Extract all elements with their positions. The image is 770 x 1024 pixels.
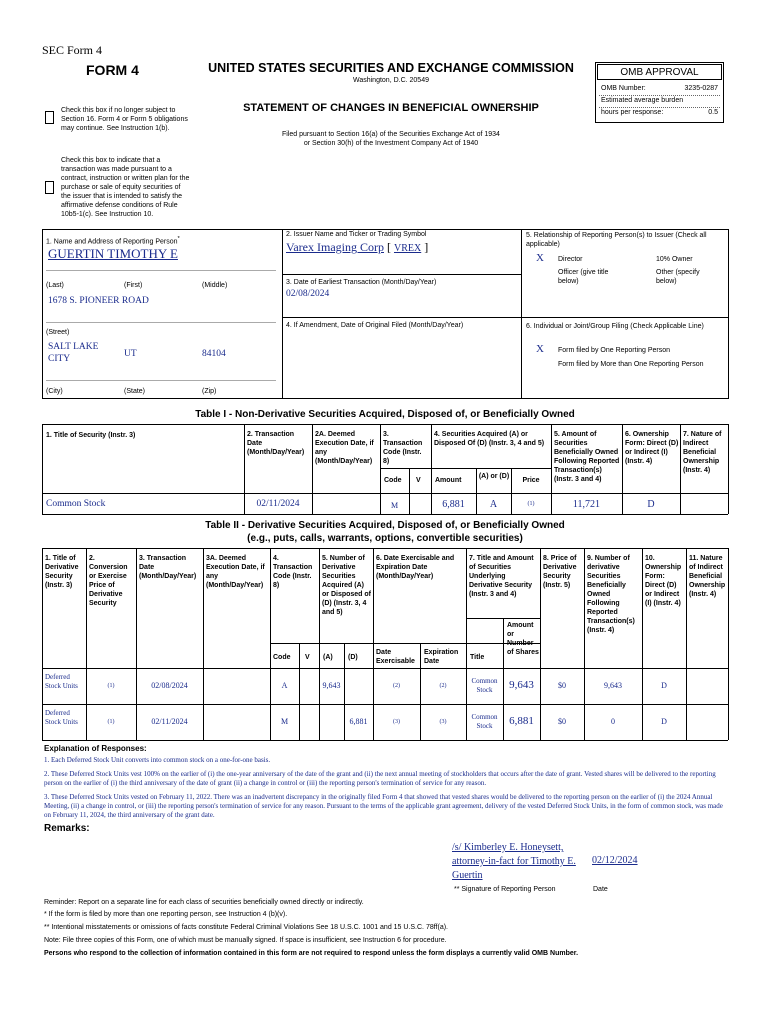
- t2-r2-title: Deferred Stock Units: [45, 709, 78, 726]
- officer-label: Officer (give title below): [558, 269, 609, 285]
- state-value: UT: [124, 349, 137, 359]
- earliest-date-value: 02/08/2024: [286, 289, 330, 299]
- t2-v: V: [305, 654, 310, 661]
- t1-h5: 5. Amount of Securities Beneficially Owned Following Reported Transaction(s) (Instr. 3 and 4): [554, 431, 620, 483]
- zip-label: (Zip): [202, 388, 217, 395]
- t2-h11: 11. Nature of Indirect Beneficial Ownership (Instr. 4): [689, 555, 726, 598]
- t2-r1-price: $0: [558, 681, 566, 690]
- explanation-1: 1. Each Deferred Stock Unit converts into common stock on a one-for-one basis.: [44, 756, 271, 764]
- director-mark: X: [536, 252, 544, 264]
- issuer-label: 2. Issuer Name and Ticker or Trading Symbol: [286, 231, 427, 238]
- filed-pursuant-1: Filed pursuant to Section 16(a) of the Securities Exchange Act of 1934: [282, 131, 500, 138]
- omb-hours-label: hours per response:: [601, 109, 664, 116]
- issuer-ticker[interactable]: VREX: [393, 243, 422, 254]
- t2-r1-underlying-title: Common Stock: [471, 677, 498, 694]
- other-label: Other (specify below): [656, 269, 700, 285]
- explanation-3: 3. These Deferred Stock Units vested on February 11, 2022. There was an inadvertent discrepancy in the originally filed Form 4 that showed that vested shares would be delivered to the reporting person on the earlier of (i) the 2024 Annual Meeting, (ii) a change in control, or (iii) the reporting person's termination of service for any reason. Pursuant to the terms of the applicable grant agreement, delivery of the vested Deferred Stock Units, in the form of common stock, was made on February 11, 2024, the third anniversary of the grant date.: [44, 793, 723, 819]
- t2-h9: 9. Number of derivative Securities Beneficially Owned Following Reported Transaction(s) (Instr. 4): [587, 555, 635, 634]
- table2-subtitle: (e.g., puts, calls, warrants, options, convertible securities): [247, 533, 523, 544]
- commission-location: Washington, D.C. 20549: [352, 77, 429, 84]
- reporting-person-label: 1. Name and Address of Reporting Person*: [46, 236, 180, 246]
- last-name-label: (Last): [46, 282, 64, 289]
- table1-title: Table I - Non-Derivative Securities Acquired, Disposed of, or Beneficially Owned: [195, 409, 575, 420]
- t1-h4: 4. Securities Acquired (A) or Disposed Of (D) (Instr. 3, 4 and 5): [434, 431, 545, 447]
- t1-row-price: (1): [527, 501, 535, 507]
- t2-expiration-date: Expiration Date: [424, 649, 459, 665]
- signature[interactable]: /s/ Kimberley E. Honeysett, attorney-in-fact for Timothy E. Guertin: [452, 842, 576, 881]
- t1-v: V: [416, 477, 421, 484]
- filed-pursuant-2: or Section 30(h) of the Investment Company Act of 1940: [303, 140, 479, 147]
- omb-hours-value: 0.5: [708, 109, 718, 116]
- t2-h3a: 3A. Deemed Execution Date, if any (Month/Day/Year): [206, 555, 265, 589]
- state-label: (State): [124, 388, 146, 395]
- street-value: 1678 S. PIONEER ROAD: [48, 296, 149, 306]
- city-value: SALT LAKE CITY: [48, 342, 99, 364]
- t1-aord: (A) or (D): [478, 473, 510, 480]
- t2-date-exercisable: Date Exercisable: [376, 649, 415, 665]
- t2-code: Code: [273, 654, 291, 661]
- t1-row-code: M: [390, 501, 399, 510]
- t1-code: Code: [384, 477, 402, 484]
- director-label: Director: [558, 256, 583, 263]
- amendment-label: 4. If Amendment, Date of Original Filed (Month/Day/Year): [286, 322, 464, 329]
- t2-r1-date: 02/08/2024: [151, 681, 188, 690]
- commission-title: UNITED STATES SECURITIES AND EXCHANGE COMMISSION: [208, 61, 574, 75]
- explanation-2: 2. These Deferred Stock Units vest 100% on the earlier of (i) the one-year anniversary of the date of the grant and (ii) the next annual meeting of stockholders that occurs after the date of grant. Vested shares will be delivered to the reporting person on the earlier of (i) the third anniversary of the date of grant (ii) a change in control or (iii) the reporting person's termination of service for any reason.: [44, 770, 716, 787]
- t2-r1-exercisable: (2): [393, 683, 400, 689]
- date-label: Date: [593, 886, 608, 893]
- t2-r1-conv: (1): [107, 683, 115, 689]
- t1-h3: 3. Transaction Code (Instr. 8): [383, 431, 423, 465]
- footer-note3: Note: File three copies of this Form, one of which must be manually signed. If space is insufficient, see Instruction 6 for procedure.: [44, 937, 447, 944]
- zip-value: 84104: [202, 349, 226, 359]
- omb-number-label: OMB Number:: [601, 85, 646, 92]
- sec-form-label: SEC Form 4: [42, 43, 103, 57]
- table2-title: Table II - Derivative Securities Acquired, Disposed of, or Beneficially Owned: [205, 520, 565, 531]
- t2-r1-title: Deferred Stock Units: [45, 673, 78, 690]
- t2-r2-form: D: [661, 717, 667, 726]
- t2-r2-price: $0: [558, 717, 566, 726]
- explanation-title: Explanation of Responses:: [44, 744, 147, 753]
- t2-r2-owned: 0: [611, 717, 615, 726]
- t2-d: (D): [348, 654, 358, 661]
- t2-amount-shares: Amount or Number of Shares: [507, 622, 539, 656]
- t2-h7: 7. Title and Amount of Securities Underlying Derivative Security (Instr. 3 and 4): [469, 555, 534, 598]
- t2-h5: 5. Number of Derivative Securities Acquired (A) or Disposed of (D) (Instr. 3, 4 and 5): [322, 555, 372, 616]
- t1-row-amount: 6,881: [442, 499, 465, 510]
- section16-text: Check this box if no longer subject to Section 16. Form 4 or Form 5 obligations may continue. See Instruction 1(b).: [61, 107, 188, 132]
- t2-title: Title: [470, 654, 485, 661]
- form-title: FORM 4: [86, 62, 139, 78]
- statement-title: STATEMENT OF CHANGES IN BENEFICIAL OWNERSHIP: [243, 102, 539, 114]
- footer-persons: Persons who respond to the collection of information contained in this form are not required to respond unless the form displays a currently valid OMB Number.: [44, 950, 579, 957]
- ten-percent-owner-label: 10% Owner: [656, 256, 693, 263]
- t2-r1-expiration: (2): [439, 683, 447, 689]
- t2-r2-d: 6,881: [349, 717, 368, 726]
- section16-checkbox[interactable]: [45, 111, 54, 124]
- t2-h4: 4. Transaction Code (Instr. 8): [273, 555, 313, 589]
- filing-label: 6. Individual or Joint/Group Filing (Check Applicable Line): [526, 323, 704, 330]
- t2-r1-code: A: [281, 681, 288, 690]
- t2-r1-owned: 9,643: [604, 681, 622, 690]
- city-label: (City): [46, 388, 63, 395]
- footer-note2: ** Intentional misstatements or omissions of facts constitute Federal Criminal Violations See 18 U.S.C. 1001 and 15 U.S.C. 78ff(a).: [44, 924, 448, 931]
- t2-r1-form: D: [661, 681, 667, 690]
- t1-row-date: 02/11/2024: [256, 499, 300, 509]
- issuer-name-line: Varex Imaging Corp [ VREX ]: [286, 240, 429, 254]
- t2-r2-conv: (1): [107, 719, 115, 725]
- t1-h7: 7. Nature of Indirect Beneficial Ownership (Instr. 4): [683, 431, 722, 474]
- t2-h2: 2. Conversion or Exercise Price of Derivative Security: [89, 555, 128, 607]
- more-person-label: Form filed by More than One Reporting Person: [558, 361, 704, 368]
- t2-r2-code: M: [280, 717, 289, 726]
- t2-r1-underlying-amount: 9,643: [509, 679, 534, 691]
- earliest-date-label: 3. Date of Earliest Transaction (Month/Day/Year): [286, 279, 437, 286]
- omb-title: OMB APPROVAL: [620, 67, 699, 78]
- t2-r2-underlying-title: Common Stock: [471, 713, 498, 730]
- first-name-label: (First): [124, 282, 143, 289]
- rule10b5-text: Check this box to indicate that a transaction was made pursuant to a contract, instruction or written plan for the purchase or sale of equity securities of the issuer that is intended to satisfy the affirmative defense conditions of Rule 10b5-1(c). See Instruction 10.: [61, 157, 190, 218]
- relationship-label: 5. Relationship of Reporting Person(s) to Issuer (Check all applicable): [526, 232, 707, 248]
- t1-h2: 2. Transaction Date (Month/Day/Year): [247, 431, 305, 456]
- issuer-name[interactable]: Varex Imaging Corp: [286, 240, 384, 254]
- t2-a: (A): [323, 654, 333, 661]
- signature-date: 02/12/2024: [592, 855, 638, 866]
- middle-name-label: (Middle): [202, 282, 228, 289]
- rule10b5-checkbox[interactable]: [45, 181, 54, 194]
- t2-h8: 8. Price of Derivative Security (Instr. 5): [543, 555, 577, 589]
- omb-burden-label: Estimated average burden: [601, 97, 684, 104]
- reporting-person-name[interactable]: GUERTIN TIMOTHY E: [48, 246, 178, 261]
- t1-row-owned: 11,721: [572, 499, 601, 510]
- t2-r1-a: 9,643: [322, 681, 341, 690]
- t1-row-title: Common Stock: [46, 499, 106, 509]
- street-label: (Street): [46, 329, 70, 336]
- t1-price: Price: [522, 477, 540, 484]
- t2-r2-expiration: (3): [439, 719, 447, 725]
- signature-label: ** Signature of Reporting Person: [454, 886, 556, 893]
- footer-note1: * If the form is filed by more than one reporting person, see Instruction 4 (b)(v).: [44, 911, 288, 918]
- t1-h1: 1. Title of Security (Instr. 3): [46, 432, 136, 439]
- t2-r2-exercisable: (3): [393, 719, 400, 725]
- one-person-label: Form filed by One Reporting Person: [558, 347, 671, 354]
- t1-row-form: D: [647, 499, 655, 510]
- t2-h10: 10. Ownership Form: Direct (D) or Indirect (I) (Instr. 4): [645, 555, 682, 607]
- t1-amount: Amount: [435, 477, 462, 484]
- one-person-mark: X: [536, 343, 544, 355]
- t2-r2-underlying-amount: 6,881: [509, 715, 534, 727]
- t2-r2-date: 02/11/2024: [151, 717, 188, 726]
- t1-h6: 6. Ownership Form: Direct (D) or Indirect (I) (Instr. 4): [625, 431, 679, 465]
- t2-h3: 3. Transaction Date (Month/Day/Year): [139, 555, 197, 580]
- t1-row-aord: A: [489, 499, 498, 510]
- t2-h1: 1. Title of Derivative Security (Instr. 3): [45, 555, 79, 589]
- footer-reminder: Reminder: Report on a separate line for each class of securities beneficially owned directly or indirectly.: [44, 899, 364, 906]
- omb-number-value: 3235-0287: [684, 85, 718, 92]
- remarks-title: Remarks:: [44, 823, 90, 834]
- t1-h2a: 2A. Deemed Execution Date, if any (Month/Day/Year): [315, 431, 374, 465]
- t2-h6: 6. Date Exercisable and Expiration Date (Month/Day/Year): [376, 555, 455, 580]
